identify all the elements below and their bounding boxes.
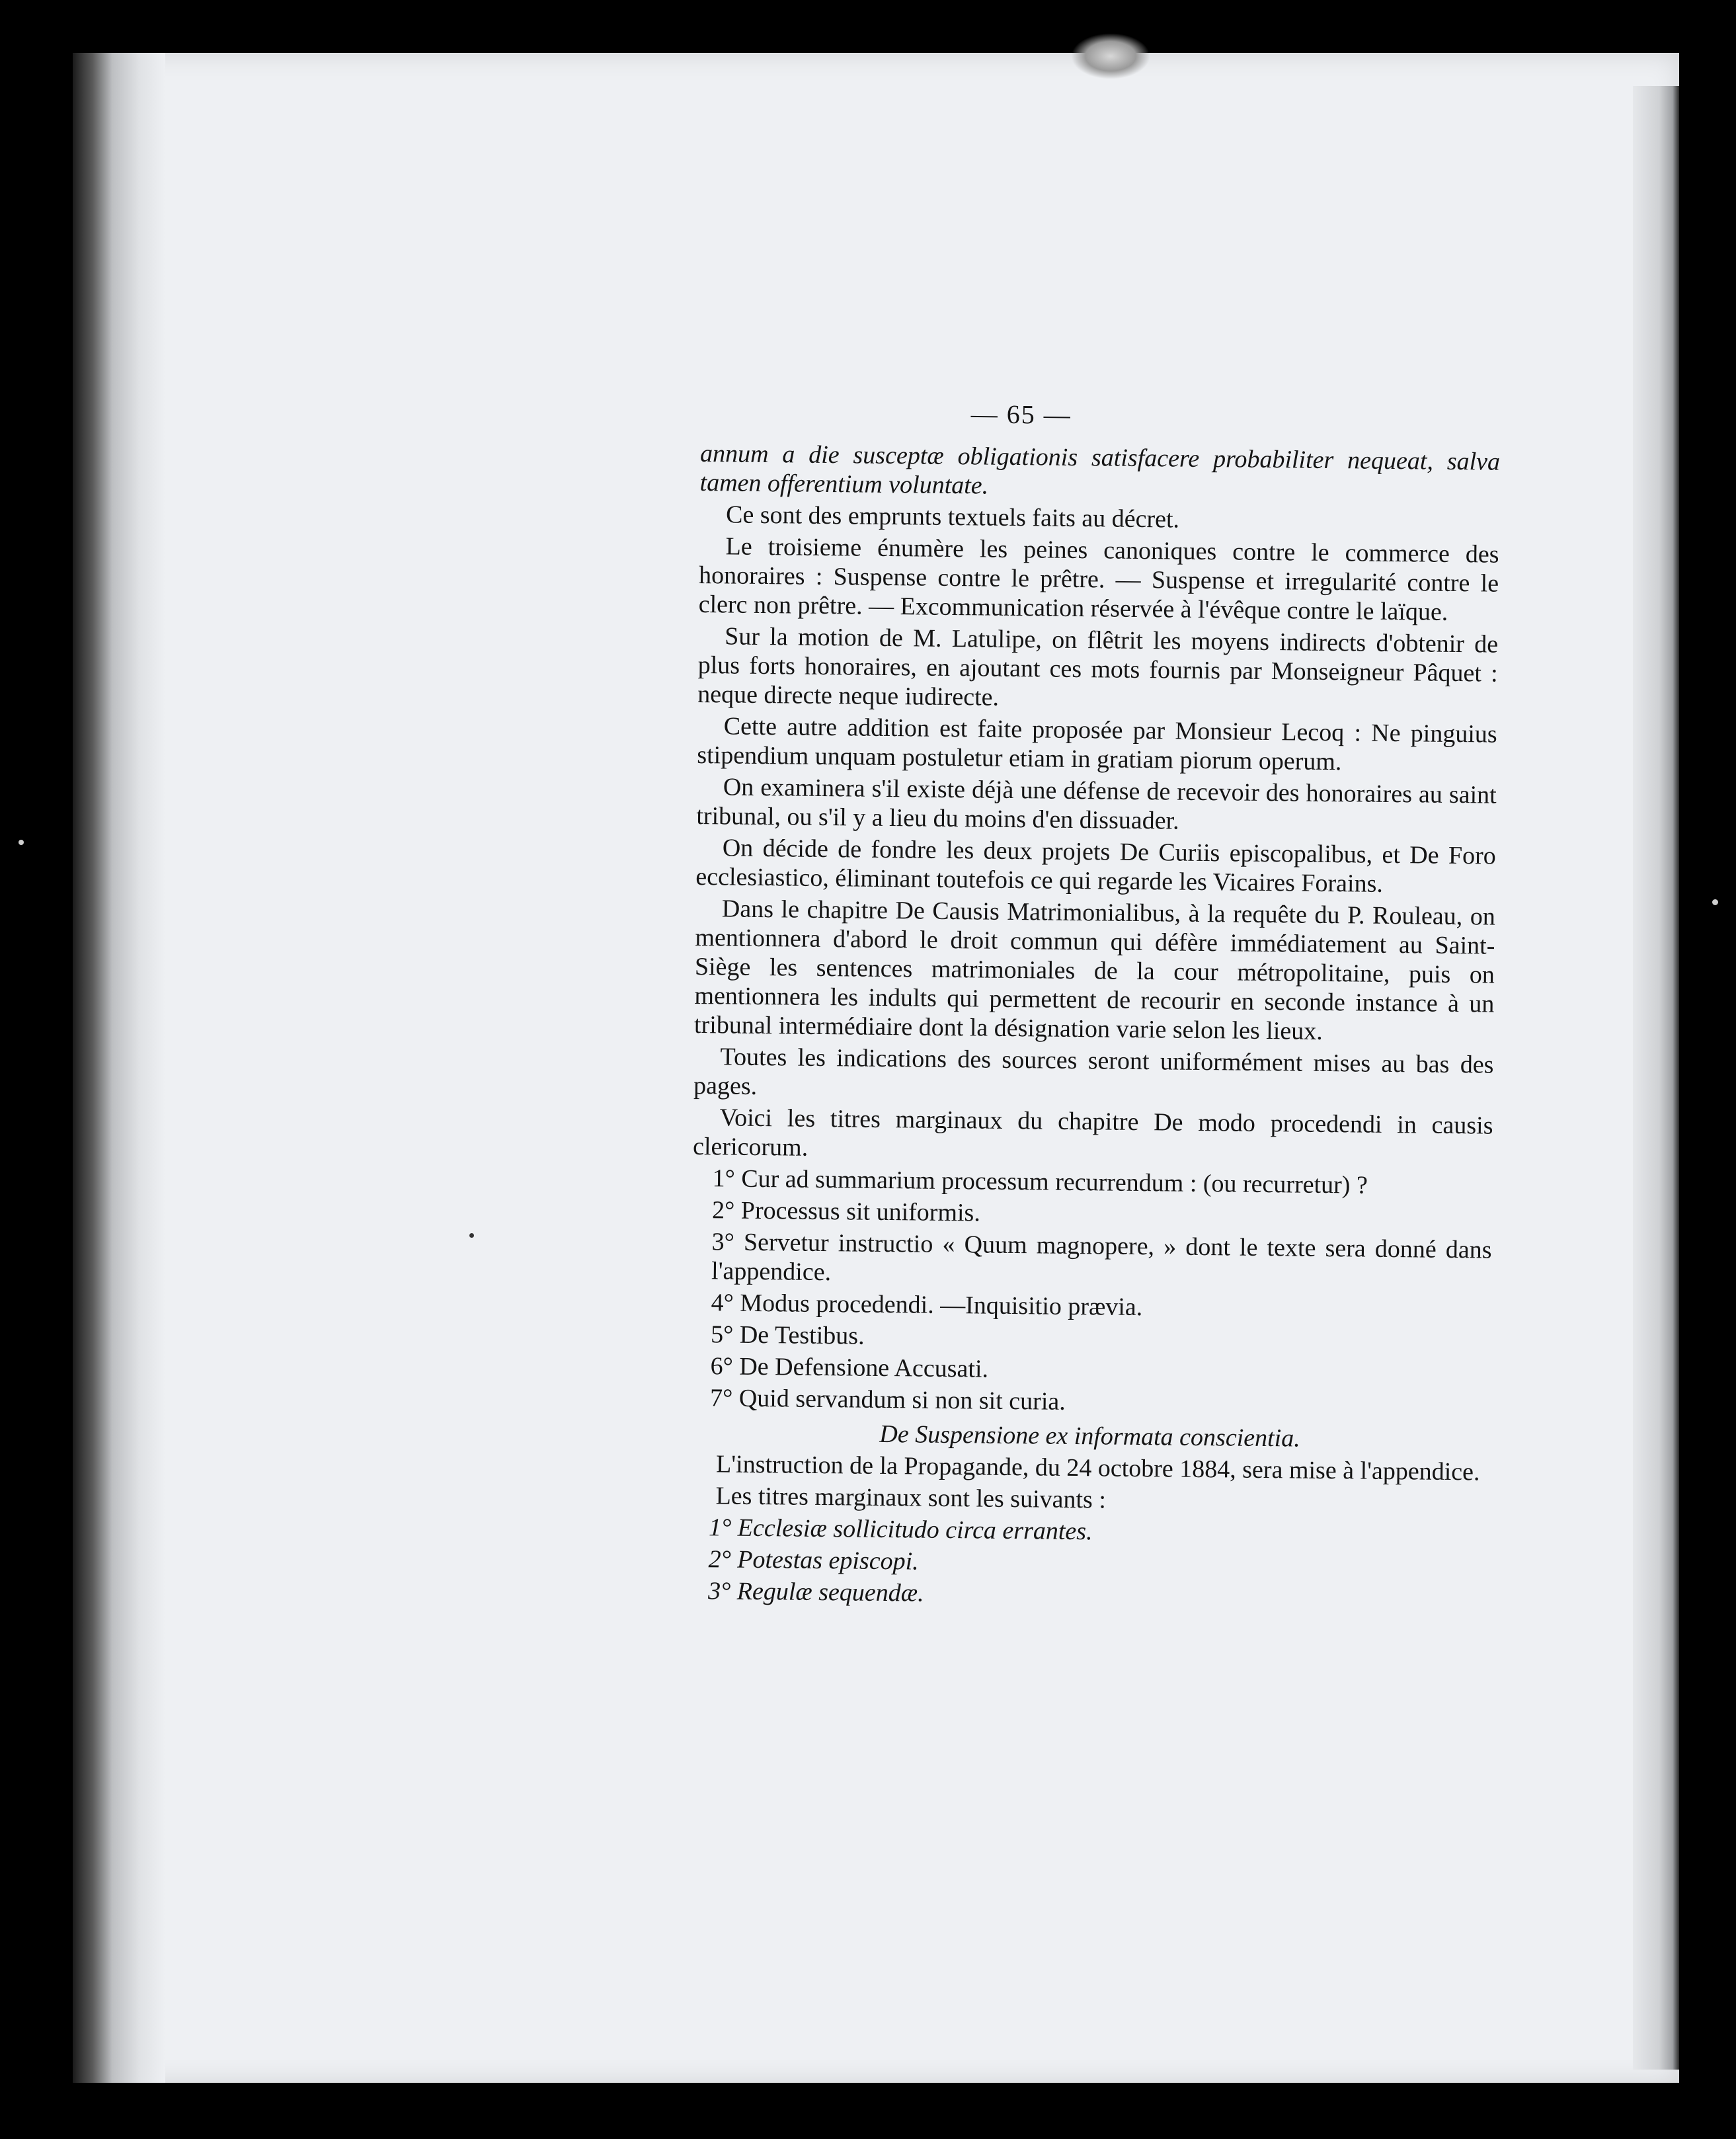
paragraph: Le troisieme énumère les peines canoniques contre le commerce des honoraires : Suspense contre le prêtre. — Suspense et irregularité contre le clerc non prêtre. — Excommunication réservée à l'évêque contre le laïque. [698,532,1499,626]
list-item: 3° Regulæ sequendæ. [707,1577,924,1607]
paragraph: Toutes les indications des sources seront uniformément mises au bas des pages. [693,1043,1494,1100]
list-item: 7° Quid servandum si non sit curia. [709,1384,1066,1416]
section-heading: De Suspensione ex informata conscientia. [879,1420,1300,1453]
dust-speck [19,840,24,845]
list-item: 3° Servetur instructio « Quum magnopere, » dont le texte sera donné dans l'appendice. [711,1228,1492,1287]
page-right-edge [1633,86,1679,2070]
paragraph: On examinera s'il existe déjà une défense de recevoir des honoraires au saint tribunal, ou s'il y a lieu du moins d'en dissuader. [696,773,1497,835]
paragraph: Voici les titres marginaux du chapitre De modo procedendi in causis clericorum. [692,1104,1493,1162]
page-left-edge [73,53,165,2083]
paragraph: Sur la motion de M. Latulipe, on flêtrit les moyens indirects d'obtenir de plus forts honoraires, en ajoutant ces mots fournis par Monseigneur Pâquet : neque directe neque iudirecte. [697,622,1499,711]
list-item: 4° Modus procedendi. —Inquisitio prævia. [711,1289,1143,1322]
list-item: 6° De Defensione Accusati. [710,1352,989,1383]
list-item: 1° Ecclesiæ sollicitudo circa errantes. [708,1513,1093,1546]
paragraph: annum a die susceptæ obligationis satisfacere probabiliter nequeat, salva tamen offerentium voluntate. [699,439,1501,500]
paragraph: Ce sont des emprunts textuels faits au décret. [725,501,1180,534]
paragraph: Les titres marginaux sont les suivants : [715,1482,1107,1514]
paragraph: Dans le chapitre De Causis Matrimonialibus, à la requête du P. Rouleau, on mentionnera d'abord le droit commun qui défère immédiatement au Saint-Siège les sentences matrimoniales de la cour métropolitaine, puis on mentionnera les indults qui permettent de recourir en seconde instance à un tribunal intermédiaire dont la désignation varie selon les lieux. [693,895,1496,1045]
dust-speck [1712,899,1718,905]
paragraph: L'instruction de la Propagande, du 24 octobre 1884, sera mise à l'appendice. [715,1450,1480,1486]
page-tear-mark [1071,33,1150,79]
page-text [688,397,1501,1617]
paragraph: On décide de fondre les deux projets De Curiis episcopalibus, et De Foro ecclesiastico, éliminant toutefois ce qui regarde les Vicaires Forains. [695,834,1497,898]
list-item: 2° Potestas episcopi. [708,1545,919,1576]
list-item: 1° Cur ad summarium processum recurrendum : (ou recurretur) ? [712,1164,1368,1199]
list-item: 2° Processus sit uniformis. [711,1196,981,1227]
page-number: — 65 — [970,399,1072,430]
paragraph: Cette autre addition est faite proposée par Monsieur Lecoq : Ne pinguius stipendium unquam postuletur etiam in gratiam piorum operum. [697,712,1497,776]
list-item: 5° De Testibus. [710,1320,865,1350]
dust-speck [469,1233,474,1238]
